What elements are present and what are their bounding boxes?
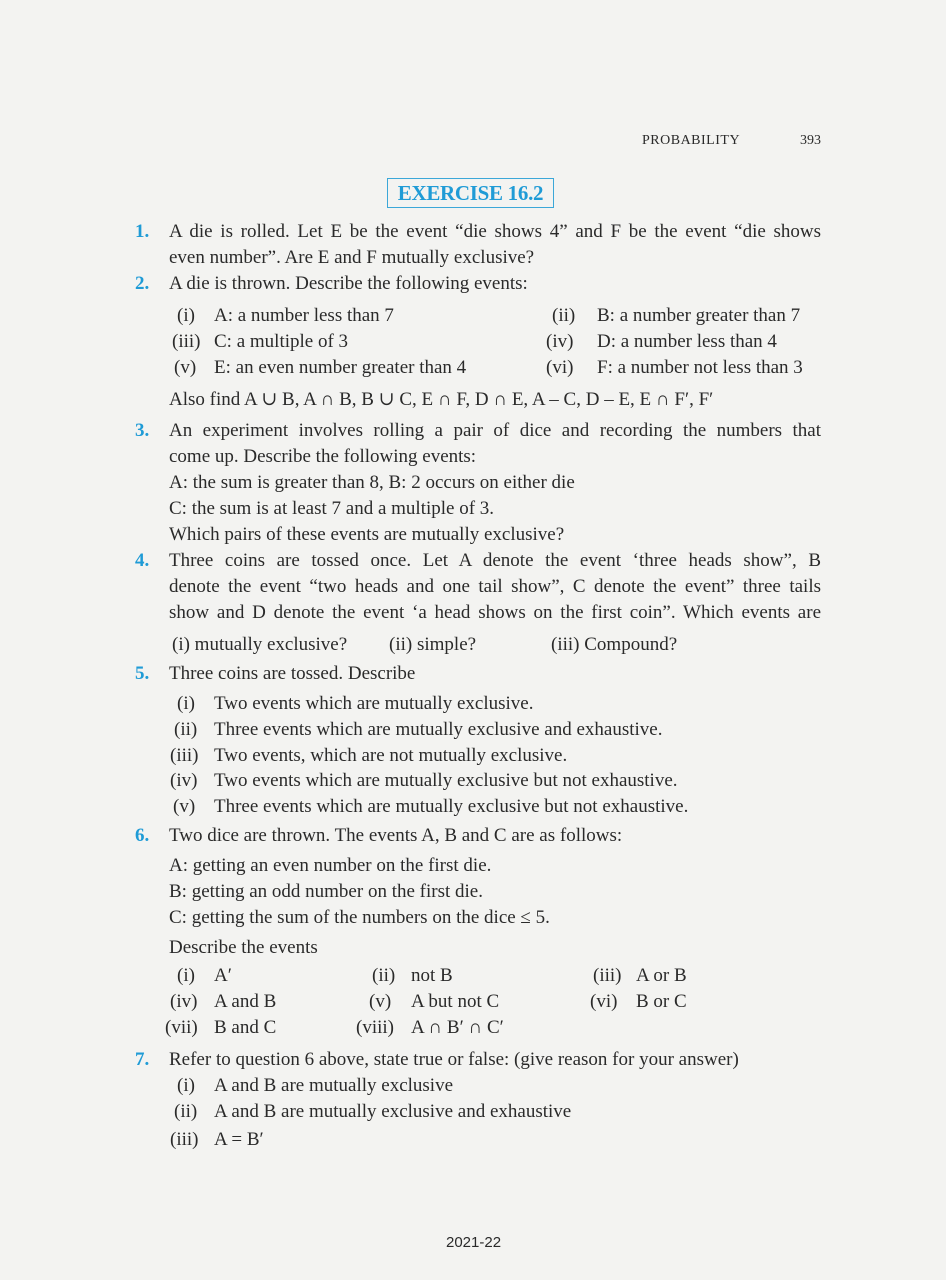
roman-numeral: (ii) [372,965,396,986]
q6-line: Two dice are thrown. The events A, B and C are as follows: [169,825,623,846]
q6-line: A: getting an even number on the first die. [169,855,492,876]
list-item: not B [411,965,453,986]
q3-line: come up. Describe the following events: [169,446,477,467]
q6-line: Describe the events [169,937,318,958]
q3-line: Which pairs of these events are mutually exclusive? [169,524,565,545]
list-item: A and B are mutually exclusive [214,1075,454,1096]
roman-numeral: (ii) [174,1101,198,1122]
list-item: A = B′ [214,1129,264,1150]
exercise-title: EXERCISE 16.2 [387,178,554,208]
question-number: 6. [135,825,150,846]
list-item: A ∩ B′ ∩ C′ [411,1017,504,1038]
roman-numeral: (v) [173,796,196,817]
q1-line: A die is rolled. Let E be the event “die shows 4” and F be the event “die shows [169,221,821,242]
roman-numeral: (i) [177,965,195,986]
footer-year: 2021-22 [446,1234,502,1251]
list-item: D: a number less than 4 [597,331,777,352]
list-item: B or C [636,991,687,1012]
roman-numeral: (ii) [174,719,198,740]
roman-numeral: (iv) [170,770,198,791]
q3-line: C: the sum is at least 7 and a multiple of 3. [169,498,495,519]
roman-numeral: (i) [177,693,195,714]
roman-numeral: (iii) [170,1129,199,1150]
roman-numeral: (v) [369,991,392,1012]
roman-numeral: (i) [177,1075,195,1096]
roman-numeral: (viii) [356,1017,394,1038]
roman-numeral: (v) [174,357,197,378]
list-item: A and B are mutually exclusive and exhaustive [214,1101,572,1122]
roman-numeral: (iii) [593,965,622,986]
roman-numeral: (iv) [546,331,574,352]
q2-also: Also find A ∪ B, A ∩ B, B ∪ C, E ∩ F, D ∩ E, A – C, D – E, E ∩ F′, F′ [169,389,714,410]
q4-line: denote the event “two heads and one tail show”, C denote the event” three tails [169,576,821,597]
q4-option: (iii) Compound? [551,634,678,655]
q2-line: A die is thrown. Describe the following events: [169,273,528,294]
question-number: 1. [135,221,150,242]
question-number: 7. [135,1049,150,1070]
list-item: A′ [214,965,232,986]
q3-line: An experiment involves rolling a pair of dice and recording the numbers that [169,420,821,441]
roman-numeral: (iii) [170,745,199,766]
question-number: 4. [135,550,150,571]
list-item: A: a number less than 7 [214,305,394,326]
list-item: A or B [636,965,687,986]
list-item: E: an even number greater than 4 [214,357,467,378]
q6-line: B: getting an odd number on the first die. [169,881,483,902]
list-item: F: a number not less than 3 [597,357,803,378]
roman-numeral: (vi) [546,357,574,378]
roman-numeral: (i) [177,305,195,326]
question-number: 2. [135,273,150,294]
page-number: 393 [800,133,821,148]
q1-line: even number”. Are E and F mutually exclusive? [169,247,535,268]
roman-numeral: (iv) [170,991,198,1012]
q4-option: (i) mutually exclusive? [172,634,348,655]
question-number: 5. [135,663,150,684]
list-item: Two events, which are not mutually exclusive. [214,745,568,766]
q4-line: Three coins are tossed once. Let A denote the event ‘three heads show”, B [169,550,821,571]
running-head: PROBABILITY [642,133,741,148]
roman-numeral: (vi) [590,991,618,1012]
list-item: B: a number greater than 7 [597,305,801,326]
q7-line: Refer to question 6 above, state true or false: (give reason for your answer) [169,1049,739,1070]
q3-line: A: the sum is greater than 8, B: 2 occurs on either die [169,472,575,493]
q5-line: Three coins are tossed. Describe [169,663,416,684]
list-item: B and C [214,1017,277,1038]
roman-numeral: (ii) [552,305,576,326]
question-number: 3. [135,420,150,441]
q4-option: (ii) simple? [389,634,477,655]
q6-line: C: getting the sum of the numbers on the dice ≤ 5. [169,907,550,928]
list-item: C: a multiple of 3 [214,331,349,352]
list-item: Two events which are mutually exclusive but not exhaustive. [214,770,678,791]
roman-numeral: (iii) [172,331,201,352]
list-item: Three events which are mutually exclusive and exhaustive. [214,719,663,740]
list-item: Three events which are mutually exclusive but not exhaustive. [214,796,689,817]
list-item: A and B [214,991,277,1012]
q4-line: show and D denote the event ‘a head shows on the first coin”. Which events are [169,602,821,623]
list-item: A but not C [411,991,500,1012]
list-item: Two events which are mutually exclusive. [214,693,534,714]
roman-numeral: (vii) [165,1017,198,1038]
